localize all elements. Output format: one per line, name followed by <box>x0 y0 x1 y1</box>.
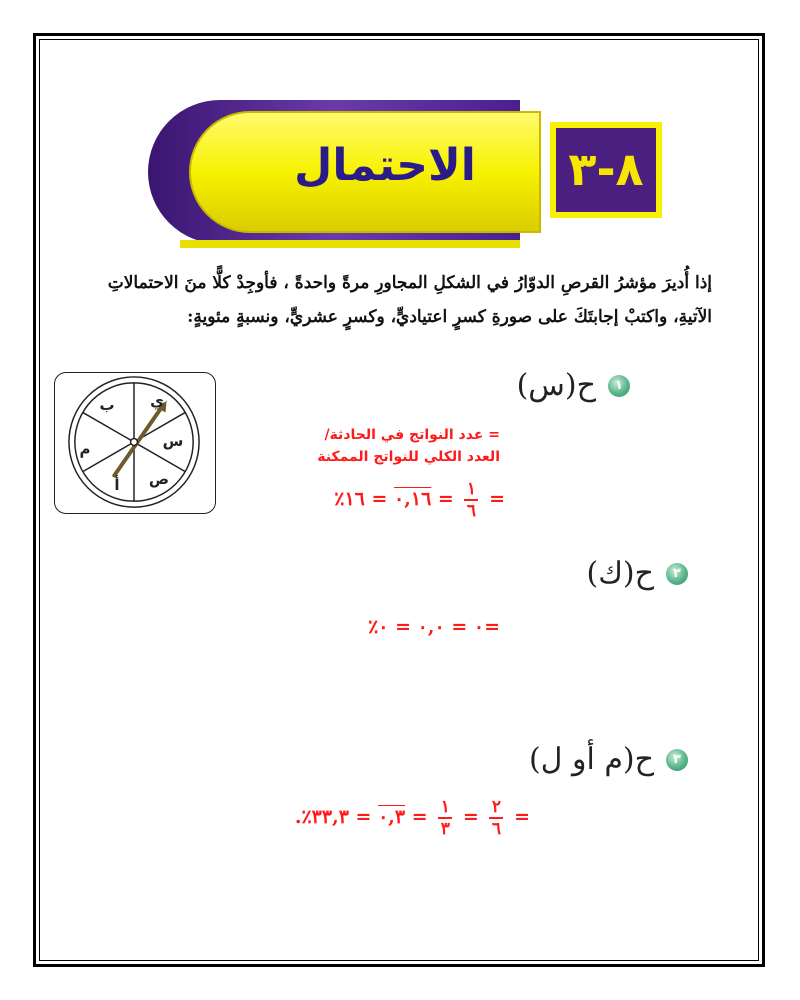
lesson-number: ٨-٣ <box>568 142 644 196</box>
answer-1: = $\frac{١}{٦}$ = ٠,١٦ = ١٦٪ <box>334 479 505 521</box>
question-1 <box>517 368 630 403</box>
spinner-figure <box>54 372 216 514</box>
fraction: $\frac{١}{٣}$ <box>438 798 452 838</box>
answer-3: = $\frac{٢}{٦}$ = $\frac{١}{٣}$ = ٠,٣ = ٣٣,٣٪. <box>294 797 530 839</box>
instructions-line-1: إذا أُديرَ مؤشرُ القرصِ الدوّارُ في الشكلِ المجاورِ مرةً واحدةً ، فأوجِدْ كلًّا منَ الاحتمالاتِ <box>107 273 712 293</box>
question-number-badge: ٣ <box>666 749 688 771</box>
spinner-section-label: م <box>79 440 91 458</box>
spinner-hub <box>131 439 138 446</box>
decimal-value: ٠,١٦ <box>394 488 432 510</box>
spinner-section-label: ص <box>148 470 170 488</box>
spinner-section-label: ب <box>99 396 115 414</box>
fraction: $\frac{١}{٦}$ <box>464 480 478 520</box>
question-expression: ح(م أو ل) <box>528 742 654 777</box>
percent-value: ١٦٪ <box>334 488 365 510</box>
probability-definition: = عدد النواتج في الحادثة/ العدد الكلي للنواتج الممكنة <box>317 427 500 465</box>
decimal-value: ٠,٣ <box>378 806 406 828</box>
answer-2: =٠ = ٠,٠ = ٠٪ <box>368 616 500 638</box>
fraction: $\frac{٢}{٦}$ <box>489 798 503 838</box>
spinner-section-label: أ <box>114 476 120 494</box>
spinner-pointer <box>114 405 163 476</box>
percent-value: ٣٣,٣٪. <box>294 806 349 828</box>
question-expression: ح(ك) <box>586 556 654 591</box>
spinner-section-label: س <box>162 432 184 450</box>
instructions <box>72 266 712 334</box>
instructions-line-2: الآتيةِ، واكتبْ إجابتَكَ على صورةِ كسرٍ اعتياديٍّ، وكسرٍ عشريٍّ، ونسبةٍ مئويةٍ: <box>187 307 712 327</box>
spinner-section-label: ي <box>150 392 164 410</box>
question-2 <box>587 556 689 591</box>
question-number-badge: ١ <box>608 375 630 397</box>
lesson-title: الاحتمال <box>294 140 476 191</box>
question-3 <box>529 742 688 777</box>
question-expression: ح(س) <box>516 368 596 403</box>
question-number-badge: ٢ <box>666 563 688 585</box>
